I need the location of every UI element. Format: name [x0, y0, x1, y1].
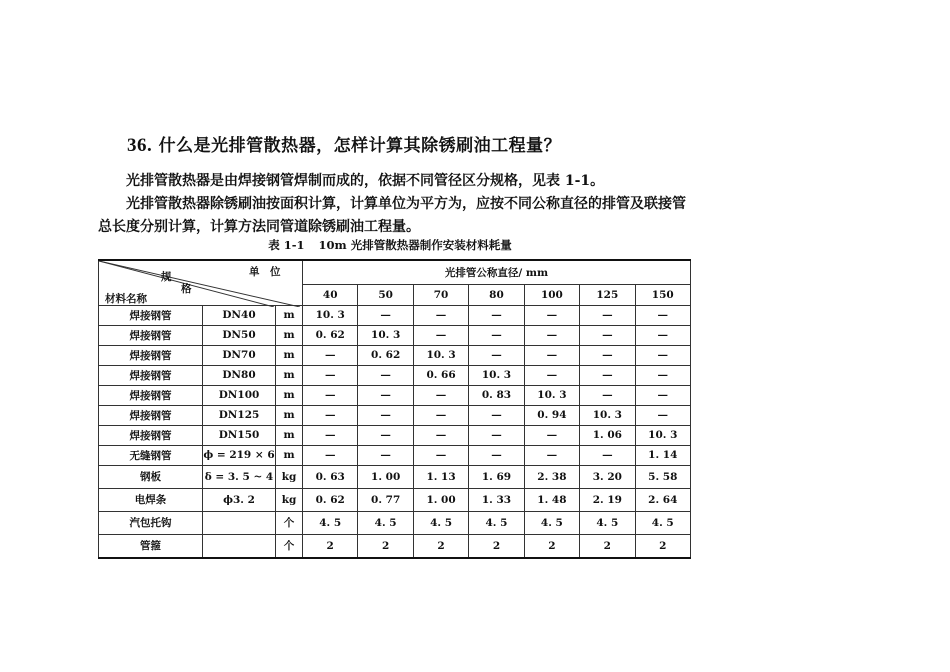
- value-cell: 4. 5: [303, 511, 358, 534]
- corner-guige: 规: [161, 271, 172, 283]
- paragraph-1: 光排管散热器是由焊接钢管焊制而成的，依据不同管径区分规格，见表 1-1。: [126, 173, 605, 189]
- value-cell: —: [580, 445, 635, 465]
- value-cell: —: [303, 445, 358, 465]
- value-cell: 0. 83: [469, 385, 524, 405]
- value-cell: 4. 5: [469, 511, 524, 534]
- table-row: [99, 345, 691, 365]
- material-spec: DN80: [203, 365, 276, 385]
- material-unit: 个: [276, 534, 303, 558]
- value-cell: —: [469, 425, 524, 445]
- diameter-header-100: 100: [524, 284, 579, 305]
- material-spec: DN100: [203, 385, 276, 405]
- value-cell: 0. 94: [524, 405, 579, 425]
- diameter-header-40: 40: [303, 284, 358, 305]
- value-cell: —: [413, 325, 468, 345]
- material-spec: DN40: [203, 305, 276, 325]
- value-cell: —: [524, 345, 579, 365]
- material-name: 焊接钢管: [99, 305, 203, 325]
- value-cell: 1. 06: [580, 425, 635, 445]
- value-cell: —: [635, 345, 690, 365]
- material-unit: m: [276, 425, 303, 445]
- value-cell: 0. 62: [358, 345, 413, 365]
- value-cell: —: [469, 305, 524, 325]
- material-unit: m: [276, 405, 303, 425]
- value-cell: 1. 00: [358, 465, 413, 488]
- value-cell: —: [303, 365, 358, 385]
- value-cell: 1. 33: [469, 488, 524, 511]
- value-cell: —: [580, 325, 635, 345]
- value-cell: —: [469, 325, 524, 345]
- value-cell: —: [580, 365, 635, 385]
- value-cell: —: [580, 345, 635, 365]
- material-unit: kg: [276, 465, 303, 488]
- diameter-header-70: 70: [413, 284, 468, 305]
- section-number: 36.: [127, 135, 153, 156]
- value-cell: 1. 69: [469, 465, 524, 488]
- table-row: [99, 488, 691, 511]
- value-cell: 0. 77: [358, 488, 413, 511]
- value-cell: 2: [469, 534, 524, 558]
- value-cell: 5. 58: [635, 465, 690, 488]
- material-spec: ϕ3. 2: [203, 488, 276, 511]
- value-cell: 10. 3: [635, 425, 690, 445]
- value-cell: 4. 5: [635, 511, 690, 534]
- value-cell: —: [580, 385, 635, 405]
- value-cell: —: [580, 305, 635, 325]
- table-row: [99, 511, 691, 534]
- material-spec: ϕ = 219 × 6: [203, 445, 276, 465]
- value-cell: —: [524, 365, 579, 385]
- material-spec: DN125: [203, 405, 276, 425]
- section-title: 什么是光排管散热器，怎样计算其除锈刷油工程量？: [158, 136, 562, 156]
- diameter-header-80: 80: [469, 284, 524, 305]
- value-cell: —: [635, 305, 690, 325]
- value-cell: —: [303, 345, 358, 365]
- value-cell: 1. 48: [524, 488, 579, 511]
- table-row: [99, 325, 691, 345]
- table-row: [99, 534, 691, 558]
- value-cell: 2. 64: [635, 488, 690, 511]
- value-cell: —: [413, 385, 468, 405]
- table-row: [99, 465, 691, 488]
- value-cell: 2. 19: [580, 488, 635, 511]
- value-cell: —: [413, 405, 468, 425]
- table-row: [99, 445, 691, 465]
- value-cell: —: [303, 385, 358, 405]
- table-row: [99, 365, 691, 385]
- diameter-header-50: 50: [358, 284, 413, 305]
- material-unit: m: [276, 365, 303, 385]
- material-spec: [203, 511, 276, 534]
- value-cell: —: [524, 425, 579, 445]
- value-cell: 2: [635, 534, 690, 558]
- table-caption: [0, 237, 780, 253]
- value-cell: —: [358, 405, 413, 425]
- table-row: [99, 405, 691, 425]
- value-cell: 4. 5: [413, 511, 468, 534]
- material-unit: m: [276, 305, 303, 325]
- value-cell: —: [358, 385, 413, 405]
- value-cell: 10. 3: [524, 385, 579, 405]
- material-table: [98, 259, 691, 559]
- table-row: [99, 305, 691, 325]
- value-cell: —: [358, 365, 413, 385]
- material-name: 钢板: [99, 465, 203, 488]
- value-cell: —: [358, 425, 413, 445]
- section-heading: [127, 131, 561, 157]
- value-cell: 0. 63: [303, 465, 358, 488]
- material-name: 无缝钢管: [99, 445, 203, 465]
- value-cell: —: [635, 365, 690, 385]
- material-unit: 个: [276, 511, 303, 534]
- material-unit: m: [276, 325, 303, 345]
- value-cell: 2. 38: [524, 465, 579, 488]
- value-cell: —: [413, 305, 468, 325]
- value-cell: —: [469, 445, 524, 465]
- value-cell: 10. 3: [580, 405, 635, 425]
- value-cell: 10. 3: [413, 345, 468, 365]
- value-cell: 10. 3: [469, 365, 524, 385]
- value-cell: —: [469, 345, 524, 365]
- material-name: 焊接钢管: [99, 365, 203, 385]
- material-name: 电焊条: [99, 488, 203, 511]
- paragraph-2: 光排管散热器除锈刷油按面积计算，计算单位为平方为，应按不同公称直径的排管及联接管总长度分别计算，计算方法同管道除锈刷油工程量。: [98, 196, 686, 235]
- value-cell: 1. 13: [413, 465, 468, 488]
- value-cell: 2: [580, 534, 635, 558]
- material-spec: DN50: [203, 325, 276, 345]
- corner-material: 材料名称: [105, 293, 147, 305]
- diameter-header-125: 125: [580, 284, 635, 305]
- value-cell: —: [469, 405, 524, 425]
- value-cell: 2: [524, 534, 579, 558]
- material-name: 焊接钢管: [99, 325, 203, 345]
- material-unit: kg: [276, 488, 303, 511]
- diameter-header-150: 150: [635, 284, 690, 305]
- table-row: [99, 425, 691, 445]
- table-row: [99, 385, 691, 405]
- material-name: 焊接钢管: [99, 405, 203, 425]
- value-cell: 1. 14: [635, 445, 690, 465]
- diameter-group-header: 光排管公称直径/ mm: [303, 260, 691, 284]
- material-name: 管箍: [99, 534, 203, 558]
- material-unit: m: [276, 385, 303, 405]
- value-cell: —: [413, 425, 468, 445]
- material-name: 焊接钢管: [99, 425, 203, 445]
- value-cell: 2: [413, 534, 468, 558]
- value-cell: —: [635, 325, 690, 345]
- value-cell: —: [635, 405, 690, 425]
- value-cell: 2: [358, 534, 413, 558]
- value-cell: 0. 62: [303, 488, 358, 511]
- corner-ge: 格: [181, 283, 192, 295]
- material-name: 焊接钢管: [99, 345, 203, 365]
- material-unit: m: [276, 345, 303, 365]
- material-spec: DN70: [203, 345, 276, 365]
- table-id: 表 1-1: [268, 238, 305, 252]
- value-cell: 4. 5: [358, 511, 413, 534]
- material-spec: [203, 534, 276, 558]
- material-unit: m: [276, 445, 303, 465]
- value-cell: —: [303, 425, 358, 445]
- value-cell: 3. 20: [580, 465, 635, 488]
- value-cell: —: [635, 385, 690, 405]
- corner-header: [99, 260, 303, 305]
- value-cell: —: [358, 305, 413, 325]
- table-title: 10m 光排管散热器制作安装材料耗量: [318, 238, 512, 252]
- material-spec: DN150: [203, 425, 276, 445]
- value-cell: 0. 62: [303, 325, 358, 345]
- value-cell: —: [303, 405, 358, 425]
- value-cell: —: [358, 445, 413, 465]
- value-cell: —: [524, 445, 579, 465]
- value-cell: —: [524, 305, 579, 325]
- value-cell: —: [413, 445, 468, 465]
- value-cell: 0. 66: [413, 365, 468, 385]
- value-cell: —: [524, 325, 579, 345]
- material-name: 汽包托钩: [99, 511, 203, 534]
- value-cell: 2: [303, 534, 358, 558]
- value-cell: 4. 5: [524, 511, 579, 534]
- material-name: 焊接钢管: [99, 385, 203, 405]
- value-cell: 4. 5: [580, 511, 635, 534]
- value-cell: 10. 3: [303, 305, 358, 325]
- corner-unit: 单 位: [249, 266, 281, 278]
- value-cell: 10. 3: [358, 325, 413, 345]
- material-spec: δ = 3. 5 ~ 4: [203, 465, 276, 488]
- value-cell: 1. 00: [413, 488, 468, 511]
